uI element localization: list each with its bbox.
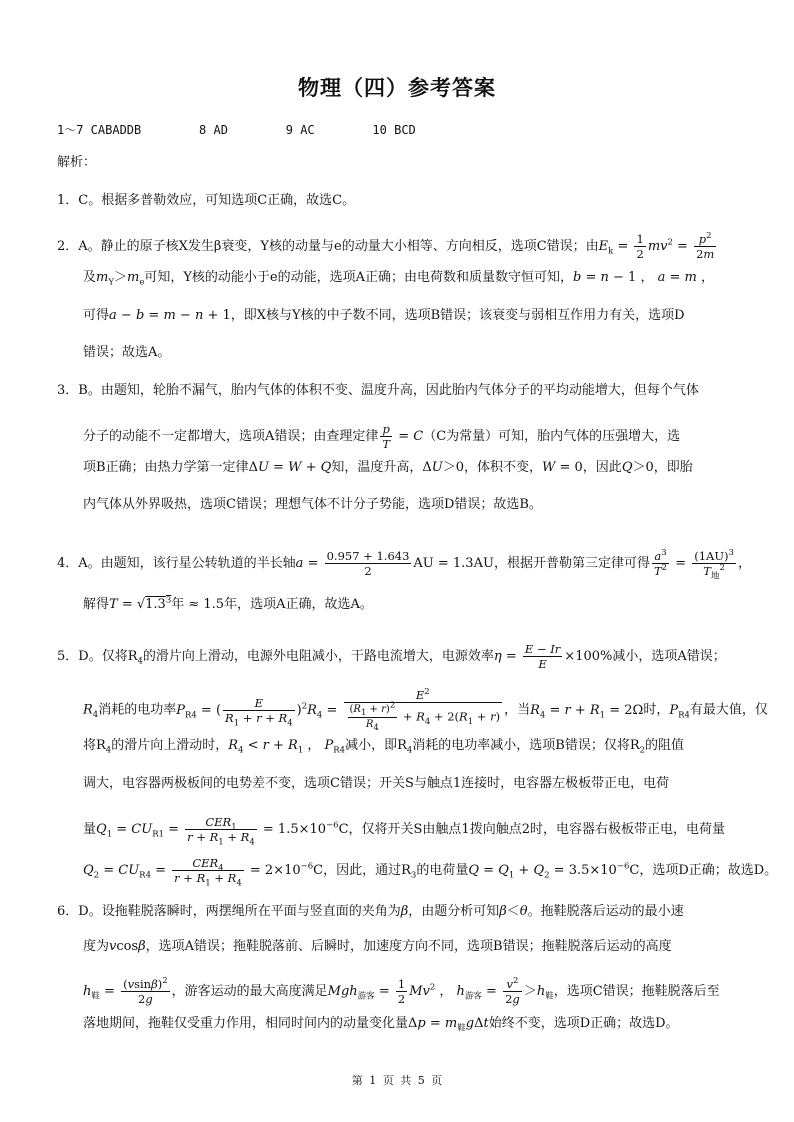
- q2-text: 及: [83, 270, 97, 285]
- q2-line-1: [57, 232, 718, 261]
- q5-text: 时，: [643, 702, 670, 718]
- q6-text: 落地期间，拖鞋仅受重力作用，相同时间内的动量变化量: [83, 1016, 409, 1031]
- q5-text: 消耗的电功率减小，选项B错误；仅将R: [412, 738, 640, 753]
- q3-text: ，因此: [582, 460, 622, 475]
- q5-text: 减小，即R: [345, 738, 407, 753]
- formula: Mgh$_{游客}$ = $\frac{1}{2}$ Mv$^2$ ， $h_{游客}$ = $\frac{v^2}{2g}$ $>h_鞋$: [327, 976, 554, 1006]
- formula: $P_{R4}$ = ( $\frac{E}{R_1 + r + R_4}$ )$^2R_4$ = $E^2$ $\frac{(R_1 + r)^2}{R_4}$ + $R_4 + 2(R_1 + r)$: [176, 687, 501, 733]
- q4-text: ，根据开普勒第三定律可得: [493, 556, 650, 571]
- q2-line-2: [83, 270, 714, 286]
- formula: $\frac{a^3}{T^2}$ = $\frac{(1AU)^3}{T_地^2}$ ，: [653, 548, 751, 582]
- formula: a = $\frac{0.957 + 1.643}{2}$ AU = 1.3AU: [295, 549, 494, 578]
- q2-text: 2．A。静止的原子核X发生β衰变，Y核的动量与e的动量大小相等、方向相反，选项C错误；由: [57, 239, 599, 254]
- q3-text: ，即胎: [653, 460, 693, 475]
- q3-line-4: 内气体从外界吸热，选项C错误；理想气体不计分子势能，选项D错误；故选B。: [83, 497, 542, 512]
- q2-line-3: [83, 308, 685, 324]
- formula: β＜θ: [499, 904, 528, 919]
- q3-text: 分子的动能不一定都增大，选项A错误；由查理定律: [83, 429, 379, 444]
- q4-text: 4．A。由题知，该行星公转轨道的半长轴: [57, 556, 296, 571]
- q5-text: 有最大值，仅: [689, 702, 768, 718]
- q6-text: 6．D。设拖鞋脱落瞬时，两摆绳所在平面与竖直面的夹角为: [57, 904, 401, 919]
- q6-text: ，选项C错误；拖鞋脱落后至: [553, 984, 720, 999]
- formula: vcosβ: [109, 939, 146, 954]
- q6-text: ，选项A错误；拖鞋脱落前、后瞬时，加速度方向不同，选项B错误；拖鞋脱落后运动的高度: [145, 939, 672, 954]
- page-title: 物理（四）参考答案: [298, 76, 496, 100]
- q6-line-4: [83, 1016, 679, 1032]
- formula: $h_鞋$ = $\frac{(vsin\beta)^2}{2g}$: [83, 976, 168, 1006]
- q2-text: 可知，Y核的动能小于e的动能，选项A正确；由电荷数和质量数守恒可知，: [144, 270, 574, 285]
- q5-text: 将R: [83, 738, 106, 753]
- q6-line-1: 6．D。设拖鞋脱落瞬时，两摆绳所在平面与竖直面的夹角为β，由题分析可知β＜θ。拖鞋脱落后运动的最小速: [57, 904, 684, 919]
- analysis-heading: 解析：: [57, 155, 97, 170]
- answer-key: 1～7 CABADDB 8 AD 9 AC 10 BCD: [57, 123, 416, 137]
- formula: $R_4 < r + R_1$ ， $P_{R4}$: [228, 738, 346, 756]
- page-footer: 第 1 页 共 5 页: [351, 1074, 443, 1087]
- q6-line-2: [83, 939, 672, 955]
- q5-text: 的滑片向上滑动时，: [111, 738, 229, 753]
- q2-text: ，即X核与Y核的中子数不同，选项B错误；该衰变与弱相互作用力有关，选项D: [230, 308, 685, 323]
- formula: $Q_1 = CU_{R1}$ = $\frac{CER_1}{r + R_1 + R_4}$ = $1.5\times 10^{-6}C$: [96, 815, 349, 848]
- formula: $Q_2 = CU_{R4}$ = $\frac{CER_4}{r + R_1 + R_4}$ = $2\times 10^{-6}C$: [83, 856, 324, 889]
- formula: $m_Y>m_e$: [96, 270, 145, 288]
- formula: W = 0: [541, 460, 583, 475]
- q3-text: 知，温度升高，: [331, 460, 423, 475]
- q3-text: ，体积不变，: [463, 460, 542, 475]
- q5-line-4: 调大，电容器两极板间的电势差不变，选项C错误；开关S与触点1连接时，电容器左极板带正电，电荷: [83, 776, 670, 791]
- formula: $E_k$ = $\frac{1}{2}$ $mv^2$ = $\frac{p^2}{2m}$: [598, 231, 715, 261]
- q4-line-2: [83, 597, 373, 613]
- q3-text: （C为常量）可知，胎内气体的压强增大，选: [423, 429, 681, 444]
- q5-text: 量: [83, 822, 97, 837]
- q5-line-3: 将$R_4$的滑片向上滑动时，$R_4 < r + R_1$ ， $P_{R4}$减小，即$R_4$消耗的电功率减小，选项B错误；仅将$R_2$的阻值: [83, 738, 685, 756]
- formula: Q＞0: [621, 460, 654, 475]
- q5-text: ，选项D正确；故选D。: [639, 863, 778, 878]
- q3-line-3: [83, 460, 693, 476]
- formula: $P_{R4}$: [669, 702, 690, 721]
- q6-text: ，游客运动的最大高度满足: [171, 984, 328, 999]
- q5-text: 的电荷量: [416, 863, 469, 878]
- q2-text: 可得: [83, 308, 110, 323]
- q6-text: 度为: [83, 939, 110, 954]
- formula: ΔU＞0: [422, 460, 464, 475]
- q6-text: 始终不变，选项D正确；故选D。: [488, 1016, 679, 1031]
- q4-text: ，选项A正确，故选A。: [237, 597, 373, 612]
- formula: η = $\frac{E - Ir}{E}$ ×100%: [493, 642, 613, 671]
- q3-text: 项B正确；由热力学第一定律: [83, 460, 249, 475]
- q5-text: ，因此，通过R: [323, 863, 411, 878]
- formula: $R_4 = r + R_1 = 2\Omega$: [530, 702, 644, 721]
- q3-line-2: [83, 422, 680, 451]
- formula: a − b = m − n + 1: [109, 308, 231, 323]
- q6-line-3: [83, 977, 720, 1006]
- q6-text: 。拖鞋脱落后运动的最小速: [527, 904, 684, 919]
- q5-text: 减小，选项A错误；: [612, 649, 726, 664]
- q5-line-6: $Q_2 = CU_{R4}$ = $\frac{CER_4}{r + R_1 + R_4}$ = $2\times 10^{-6}C$，因此，通过$R_3$的电荷量$Q = Q_1 + Q_2 = 3.5\times 10^{-6}C$，选项D正确；故选D。: [83, 856, 778, 889]
- q2-line-4: 错误；故选A。: [83, 345, 171, 360]
- q5-line-2: $R_4$消耗的电功率$P_{R4}$ = ( $\frac{E}{R_1 + r + R_4}$ )$^2R_4$ = $E^2$ $\frac{(R_1 + r)^2}{R_4}$ + $R_4 + 2(R_1 + r)$ ，当$R_4 = r + R_1 = 2\Omega$时，$P_{R4}$有最大值，仅: [83, 687, 768, 733]
- formula: b = n − 1 ， a = m ，: [573, 270, 714, 285]
- q5-text: 的阻值: [645, 738, 685, 753]
- q1-explanation: 1．C。根据多普勒效应，可知选项C正确，故选C。: [57, 193, 356, 208]
- formula: ΔU = W + Q: [248, 460, 332, 475]
- formula: $Q = Q_1 + Q_2 = 3.5\times 10^{-6}C$: [468, 861, 640, 881]
- q5-text: 5．D。仅将R: [57, 649, 138, 664]
- formula: $\Delta p = m_鞋g\Delta t$: [408, 1016, 489, 1034]
- q5-text: 消耗的电功率: [98, 702, 177, 718]
- q5-text: 的滑片向上滑动，电源外电阻减小，干路电流增大，电源效率: [142, 649, 494, 664]
- formula: $T = √1.3^3$年 ≈ 1.5年: [109, 595, 238, 612]
- q5-line-5: [83, 815, 725, 848]
- q4-line-1: [57, 548, 751, 582]
- q5-line-1: 5．D。仅将$R_4$的滑片向上滑动，电源外电阻减小，干路电流增大，电源效率η = $\frac{E - Ir}{E}$ ×100%减小，选项A错误；: [57, 642, 726, 671]
- q3-line-1: 3．B。由题知，轮胎不漏气，胎内气体的体积不变、温度升高，因此胎内气体分子的平均动能增大，但每个气体: [57, 383, 699, 398]
- q5-text: ，仅将开关S由触点1拨向触点2时，电容器右极板带正电，电荷量: [348, 822, 725, 837]
- q4-text: 解得: [83, 597, 110, 612]
- q5-text: ，当: [504, 702, 531, 718]
- q6-text: ，由题分析可知: [408, 904, 500, 919]
- formula: $\frac{p}{T}$ = C: [382, 422, 424, 451]
